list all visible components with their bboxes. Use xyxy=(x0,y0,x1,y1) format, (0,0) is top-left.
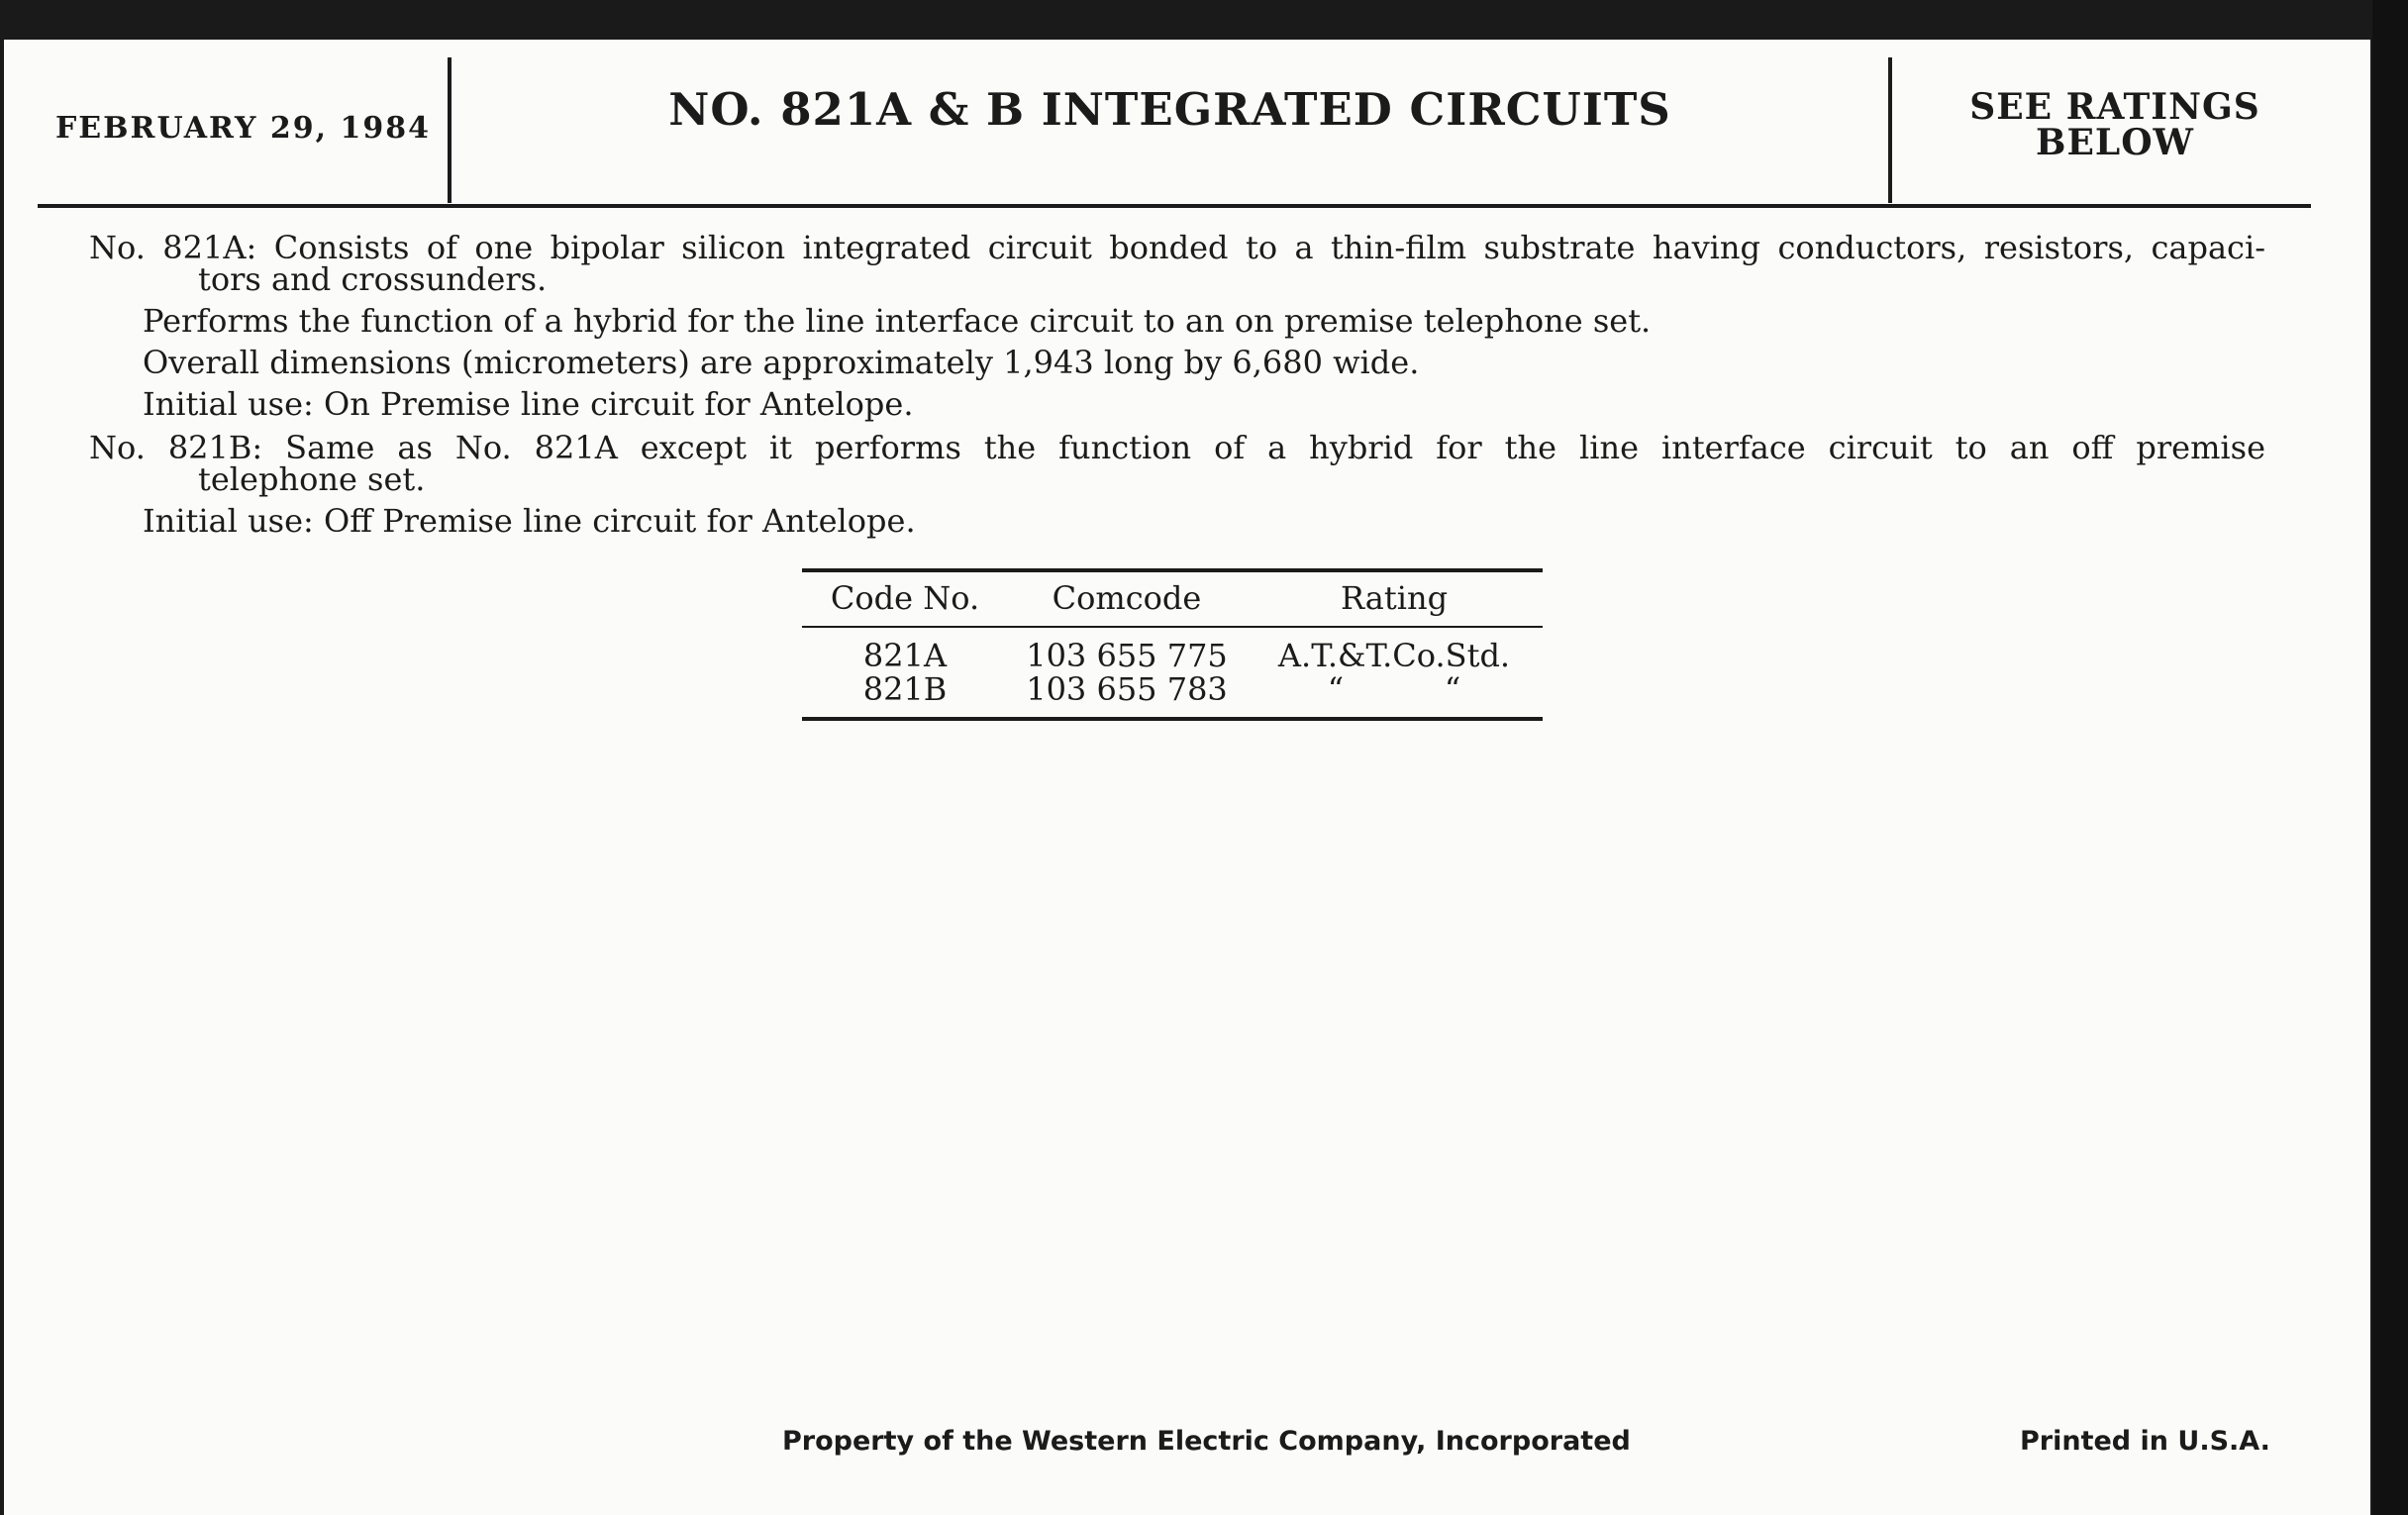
paragraph-821a-dimensions: Overall dimensions (micrometers) are approximately 1,943 long by 6,680 wide. xyxy=(143,344,1420,381)
printed-notice: Printed in U.S.A. xyxy=(2020,1426,2270,1457)
cell-comcode: 103 655 775 xyxy=(1026,637,1228,674)
scan-edge xyxy=(2372,0,2408,1515)
ratings-note-line: SEE RATINGS xyxy=(1969,86,2260,128)
cell-rating: A.T.&T.Co.Std. xyxy=(1277,637,1511,674)
cell-rating: “ “ xyxy=(1327,670,1461,708)
paragraph-821a-initial-use: Initial use: On Premise line circuit for Antelope. xyxy=(143,385,914,423)
paragraph-821b-desc: No. 821B: Same as No. 821A except it performs the function of a hybrid for the line interface circuit to an off premise xyxy=(89,429,2265,466)
header-rule xyxy=(38,204,2311,208)
document-page xyxy=(4,40,2370,1515)
ratings-note-line: BELOW xyxy=(2036,122,2194,163)
paragraph-821a-desc-cont: tors and crossunders. xyxy=(198,260,548,298)
table-bottom-rule xyxy=(802,717,1543,721)
paragraph-821b-desc-cont: telephone set. xyxy=(198,460,426,498)
paragraph-821b-initial-use: Initial use: Off Premise line circuit for Antelope. xyxy=(143,502,916,540)
column-header-comcode: Comcode xyxy=(1052,579,1202,617)
table-header-rule xyxy=(802,626,1543,628)
paragraph-821a-function: Performs the function of a hybrid for the line interface circuit to an on premise telephone set. xyxy=(143,302,1652,340)
issue-date: FEBRUARY 29, 1984 xyxy=(55,111,431,146)
paragraph-821a-desc: No. 821A: Consists of one bipolar silicon integrated circuit bonded to a thin-film substrate having conductors, resistors, capaci- xyxy=(89,229,2265,266)
table-top-rule xyxy=(802,568,1543,572)
cell-code: 821A xyxy=(862,637,948,674)
property-notice: Property of the Western Electric Company, Incorporated xyxy=(782,1426,1631,1457)
ratings-note xyxy=(1892,86,2338,163)
page-title: NO. 821A & B INTEGRATED CIRCUITS xyxy=(668,83,1671,136)
cell-code: 821B xyxy=(862,670,948,708)
document-header xyxy=(4,40,2370,208)
cell-comcode: 103 655 783 xyxy=(1026,670,1228,708)
column-header-rating: Rating xyxy=(1340,579,1449,617)
column-header-code: Code No. xyxy=(830,579,980,617)
